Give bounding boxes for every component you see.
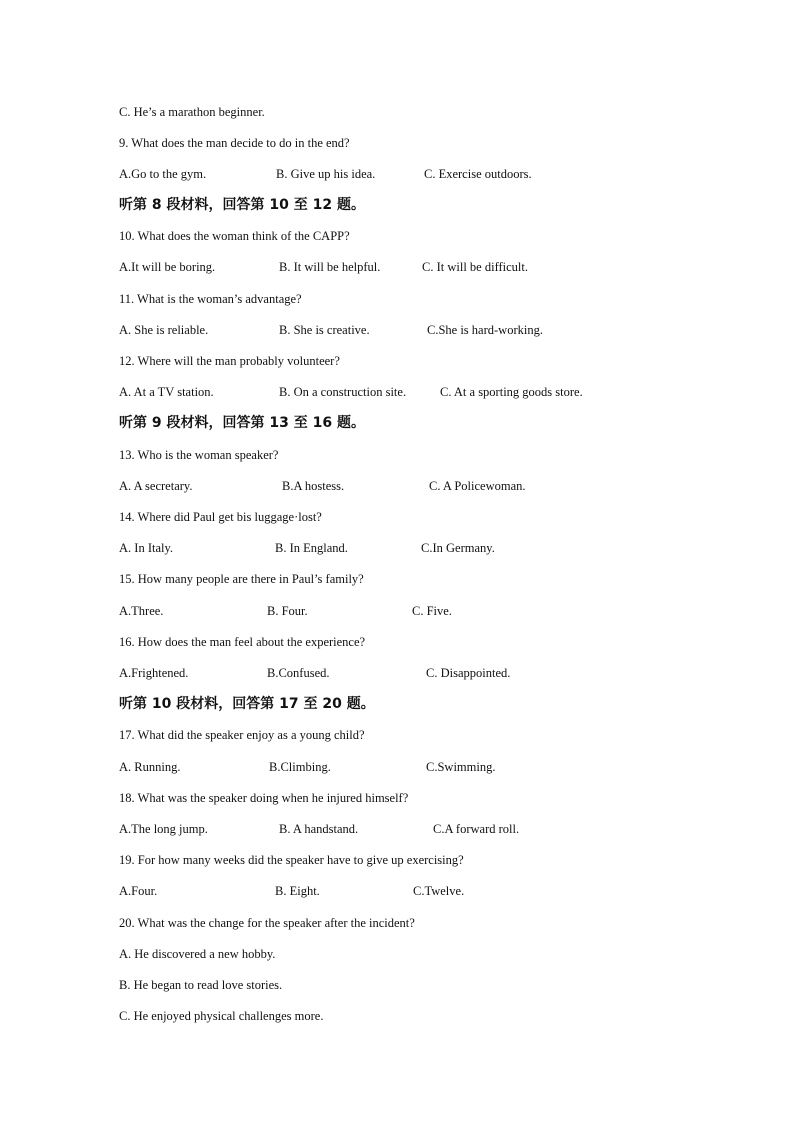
q12-option-b: B. On a construction site.: [279, 385, 407, 399]
q18-option-a: A.The long jump.: [119, 822, 208, 836]
q12-option-a: A. At a TV station.: [119, 385, 214, 399]
q10-option-a: A.It will be boring.: [119, 260, 216, 274]
q9-option-b: B. Give up his idea.: [276, 167, 376, 181]
q14-option-c: C.In Germany.: [421, 541, 495, 555]
question-11: 11. What is the woman’s advantage?: [119, 292, 302, 306]
q9-option-c: C. Exercise outdoors.: [424, 167, 532, 181]
question-18: 18. What was the speaker doing when he injured himself?: [119, 791, 409, 805]
section-heading-8: 听第 8 段材料，回答第 10 至 12 题。: [119, 197, 365, 213]
question-16: 16. How does the man feel about the experience?: [119, 635, 366, 649]
q19-option-c: C.Twelve.: [413, 884, 465, 898]
q18-option-b: B. A handstand.: [279, 822, 359, 836]
q14-option-a: A. In Italy.: [119, 541, 174, 555]
option-line: C. He’s a marathon beginner.: [119, 105, 265, 119]
question-14: 14. Where did Paul get bis luggage·lost?: [119, 510, 322, 524]
q15-option-b: B. Four.: [267, 604, 308, 618]
section-heading-10: 听第 10 段材料，回答第 17 至 20 题。: [119, 696, 375, 712]
q10-option-c: C. It will be difficult.: [422, 260, 529, 274]
q15-option-a: A.Three.: [119, 604, 164, 618]
q16-option-c: C. Disappointed.: [426, 666, 511, 680]
q20-option-c: C. He enjoyed physical challenges more.: [119, 1009, 324, 1023]
q17-option-a: A. Running.: [119, 760, 181, 774]
q17-option-b: B.Climbing.: [269, 760, 331, 774]
q16-option-a: A.Frightened.: [119, 666, 189, 680]
q16-option-b: B.Confused.: [267, 666, 330, 680]
q18-option-c: C.A forward roll.: [433, 822, 520, 836]
section-heading-9: 听第 9 段材料，回答第 13 至 16 题。: [119, 415, 365, 431]
q13-option-c: C. A Policewoman.: [429, 479, 526, 493]
question-19: 19. For how many weeks did the speaker have to give up exercising?: [119, 853, 464, 867]
q20-option-a: A. He discovered a new hobby.: [119, 947, 276, 961]
q19-option-a: A.Four.: [119, 884, 158, 898]
q11-option-a: A. She is reliable.: [119, 323, 209, 337]
q19-option-b: B. Eight.: [275, 884, 320, 898]
q11-option-b: B. She is creative.: [279, 323, 370, 337]
q9-option-a: A.Go to the gym.: [119, 167, 207, 181]
question-12: 12. Where will the man probably volunteer?: [119, 354, 340, 368]
question-20: 20. What was the change for the speaker after the incident?: [119, 916, 415, 930]
q13-option-b: B.A hostess.: [282, 479, 345, 493]
q20-option-b: B. He began to read love stories.: [119, 978, 283, 992]
question-10: 10. What does the woman think of the CAPP?: [119, 229, 350, 243]
q15-option-c: C. Five.: [412, 604, 452, 618]
question-9: 9. What does the man decide to do in the end?: [119, 136, 350, 150]
question-13: 13. Who is the woman speaker?: [119, 448, 279, 462]
q10-option-b: B. It will be helpful.: [279, 260, 381, 274]
q14-option-b: B. In England.: [275, 541, 348, 555]
q13-option-a: A. A secretary.: [119, 479, 193, 493]
question-17: 17. What did the speaker enjoy as a young child?: [119, 728, 365, 742]
q11-option-c: C.She is hard-working.: [427, 323, 543, 337]
q12-option-c: C. At a sporting goods store.: [440, 385, 583, 399]
q17-option-c: C.Swimming.: [426, 760, 496, 774]
question-15: 15. How many people are there in Paul’s family?: [119, 572, 364, 586]
